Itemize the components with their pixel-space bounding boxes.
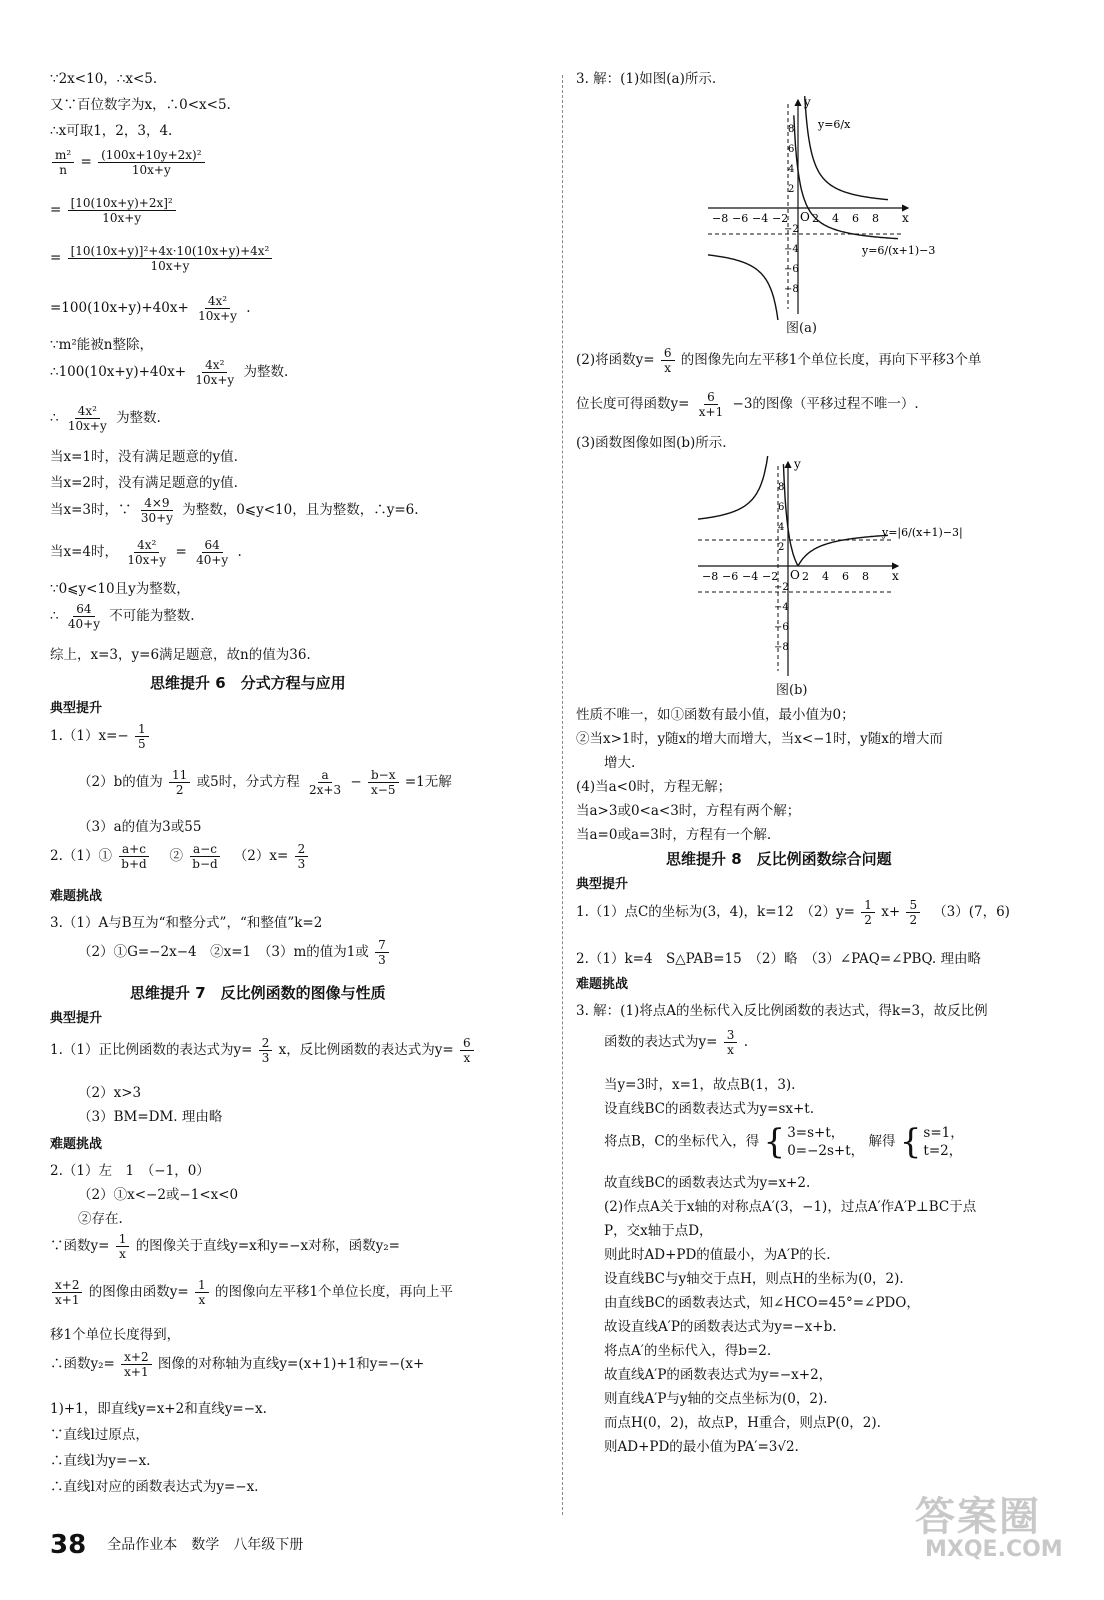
answer-line: 2.（1）① $\frac{a+c}{b+d}$ ② $\frac{a-c}{b-d}$ （2）x= $\frac{2}{3}$	[50, 842, 310, 871]
fraction: $\frac{5}{2}$	[906, 898, 920, 927]
fraction: $\frac{\text{4x²}}{10x+y}$	[67, 404, 107, 433]
equation-line: $\frac{\text{m²}}{n}$ = $\frac{\text{(100x+10y+2x)²}}{10x+y}$	[50, 148, 207, 177]
curve-y-6-over-x	[805, 96, 888, 200]
answer-line: 3. 解：(1)如图(a)所示.	[576, 71, 717, 87]
answer-line: 则直线A′P与y轴的交点坐标为(0，2).	[604, 1391, 828, 1407]
fraction: $\frac{6}{x}$	[661, 346, 675, 375]
equation-system: s=1， t=2，	[923, 1125, 964, 1159]
answer-line: （2）①x<−2或−1<x<0	[78, 1187, 239, 1203]
x-tick-label: −2	[762, 570, 779, 583]
equation-line: 当x=4时， $\frac{\text{4x²}}{10x+y}$ = $\frac{64}{40+y}$ .	[50, 538, 242, 567]
fraction: $\frac{1}{5}$	[135, 722, 149, 751]
subsection-label: 难题挑战	[576, 977, 629, 992]
y-tick-label: −2	[784, 224, 799, 235]
text-line: ∵2x<10，∴x<5.	[50, 71, 158, 87]
subsection-label: 典型提升	[50, 701, 103, 716]
graph-label-origin: O	[800, 210, 810, 224]
answer-line: 函数的表达式为y= $\frac{3}{x}$ .	[604, 1028, 748, 1057]
section-heading: 思维提升 7 反比例函数的图像与性质	[130, 984, 386, 1002]
x-tick-label: 2	[812, 212, 819, 225]
y-tick-label: 6	[788, 144, 795, 155]
subsection-label: 难题挑战	[50, 889, 103, 904]
answer-line: 由直线BC的函数表达式，知∠HCO=45°=∠PDO，	[604, 1295, 920, 1311]
answer-line: ∵函数y= $\frac{1}{x}$ 的图像关于直线y=x和y=−x对称，函数y₂=	[50, 1232, 400, 1261]
column-divider	[562, 75, 563, 1515]
y-tick-label: 4	[778, 522, 785, 533]
section-heading: 思维提升 6 分式方程与应用	[150, 674, 346, 692]
y-tick-label: −4	[774, 602, 789, 613]
x-tick-label: 6	[852, 212, 859, 225]
x-tick-label: 6	[842, 570, 849, 583]
answer-line: 当y=3时，x=1，故点B(1，3).	[604, 1077, 796, 1093]
answer-line: ∴函数y₂= $\frac{x+2}{x+1}$ 图像的对称轴为直线y=(x+1)+1和y=−(x+	[50, 1350, 425, 1379]
text-line: ∵0⩽y<10且y为整数，	[50, 581, 190, 597]
x-tick-label: −8	[712, 212, 729, 225]
y-tick-label: 8	[788, 124, 795, 135]
answer-line: 设直线BC的函数表达式为y=sx+t.	[604, 1101, 815, 1117]
text-line: ∴x可取1，2，3，4.	[50, 123, 173, 139]
fraction: $\frac{a-c}{b-d}$	[189, 842, 220, 871]
fraction: $\frac{\text{4x²}}{10x+y}$	[198, 294, 237, 323]
equation-system: 3=s+t， 0=−2s+t，	[787, 1125, 865, 1159]
function-graph-b	[694, 456, 964, 682]
answer-line: P，交x轴于点D，	[604, 1223, 713, 1239]
answer-line: 1.（1）正比例函数的表达式为y= $\frac{2}{3}$ x，反比例函数的表达式为y= $\frac{6}{x}$	[50, 1036, 476, 1065]
graph-b-label: y=|6/(x+1)−3|	[882, 526, 963, 539]
x-tick-label: 8	[862, 570, 869, 583]
subsection-label: 典型提升	[576, 877, 629, 892]
answer-line: 1.（1）x=− $\frac{1}{5}$	[50, 722, 151, 751]
x-tick-label: −6	[722, 570, 739, 583]
fraction: $\frac{6}{x+1}$	[698, 390, 724, 419]
graph-label-y: y	[794, 457, 801, 471]
fraction: $\frac{\text{[10(10x+y)+2x]²}}{10x+y}$	[68, 196, 176, 225]
answer-line: 将点B，C的坐标代入，得 { 3=s+t， 0=−2s+t， 解得 { s=1， t=2，	[604, 1122, 964, 1162]
answer-line: （3）BM=DM. 理由略	[78, 1109, 223, 1125]
graph-label-x: x	[902, 211, 909, 225]
figure-caption: 图(b)	[776, 683, 808, 698]
fraction: $\frac{3}{x}$	[724, 1028, 738, 1057]
text-line: 当x=2时，没有满足题意的y值.	[50, 475, 238, 491]
y-tick-label: −8	[774, 642, 789, 653]
x-tick-label: 4	[832, 212, 839, 225]
answer-line: 1)+1，即直线y=x+2和直线y=−x.	[50, 1401, 267, 1417]
answer-line: 1.（1）点C的坐标为(3，4)，k=12 （2）y= $\frac{1}{2}$ x+ $\frac{5}{2}$ （3）(7，6)	[576, 898, 1010, 927]
equation-line: ∴100(10x+y)+40x+ $\frac{\text{4x²}}{10x+y}$ 为整数.	[50, 358, 289, 387]
curve-abs-left	[698, 456, 768, 519]
page-number: 38	[50, 1530, 87, 1560]
x-tick-label: −4	[752, 212, 769, 225]
fraction: $\frac{2}{3}$	[295, 842, 309, 871]
y-tick-label: −6	[784, 264, 799, 275]
graph-label-y: y	[804, 95, 811, 109]
answer-line: （3）a的值为3或55	[78, 819, 202, 835]
watermark-logo: 答案圈 MXQE.COM	[915, 1494, 1063, 1562]
y-tick-label: 4	[788, 164, 795, 175]
equation-line: =100(10x+y)+40x+ $\frac{\text{4x²}}{10x+y}$ .	[50, 294, 251, 323]
answer-line: ∴直线l为y=−x.	[50, 1453, 151, 1469]
answer-line: ②当x>1时，y随x的增大而增大，当x<−1时，y随x的增大而	[576, 731, 943, 747]
section-heading: 思维提升 8 反比例函数综合问题	[666, 850, 892, 868]
function-graph-a	[704, 94, 944, 320]
fraction: $\frac{7}{3}$	[375, 938, 389, 967]
answer-line: 故直线BC的函数表达式为y=x+2.	[604, 1175, 811, 1191]
text-line: 又∵百位数字为x，∴0<x<5.	[50, 97, 231, 113]
equation-line: ∴ $\frac{\text{4x²}}{10x+y}$ 为整数.	[50, 404, 161, 433]
text-line: 当x=1时，没有满足题意的y值.	[50, 449, 238, 465]
fraction: $\frac{2}{3}$	[259, 1036, 273, 1065]
graph-a-label2: y=6/(x+1)−3	[862, 244, 936, 257]
answer-line: 故直线A′P的函数表达式为y=−x+2，	[604, 1367, 833, 1383]
fraction: $\frac{1}{x}$	[195, 1278, 209, 1307]
x-tick-label: −2	[772, 212, 789, 225]
y-tick-label: −4	[784, 244, 799, 255]
fraction: $\frac{x+2}{x+1}$	[52, 1278, 82, 1307]
answer-line: 增大.	[604, 755, 636, 771]
answer-line: （2）x>3	[78, 1085, 142, 1101]
x-tick-label: 2	[802, 570, 809, 583]
y-tick-label: 8	[778, 482, 785, 493]
y-tick-label: −8	[784, 284, 799, 295]
fraction: $\frac{1}{x}$	[116, 1232, 130, 1261]
graph-label-x: x	[892, 569, 899, 583]
fraction: $\frac{b-x}{x-5}$	[368, 768, 399, 797]
answer-line: 位长度可得函数y= $\frac{6}{x+1}$ −3的图像（平移过程不唯一）.	[576, 390, 919, 419]
left-brace: {	[899, 1122, 922, 1162]
graph-a-label1: y=6/x	[818, 118, 851, 131]
x-tick-label: −4	[742, 570, 759, 583]
fraction: $\frac{64}{40+y}$	[67, 602, 100, 631]
answer-line: 设直线BC与y轴交于点H，则点H的坐标为(0，2).	[604, 1271, 904, 1287]
answer-line: ∵直线l过原点，	[50, 1427, 149, 1443]
answer-line: $\frac{x+2}{x+1}$ 的图像由函数y= $\frac{1}{x}$ 的图像向左平移1个单位长度，再向上平	[50, 1278, 453, 1307]
x-tick-label: −8	[702, 570, 719, 583]
y-tick-label: −6	[774, 622, 789, 633]
answer-line: 当a>3或0<a<3时，方程有两个解；	[576, 803, 801, 819]
equation-line: ∴ $\frac{64}{40+y}$ 不可能为整数.	[50, 602, 195, 631]
fraction: $\frac{a}{2x+3}$	[309, 768, 342, 797]
fraction: $\frac{\text{4x²}}{10x+y}$	[127, 538, 167, 567]
answer-line: 3.（1）A与B互为“和整分式”，“和整值”k=2	[50, 915, 323, 931]
answer-line: （2）b的值为 $\frac{11}{2}$ 或5时，分式方程 $\frac{a}{2x+3}$ − $\frac{b-x}{x-5}$ =1无解	[78, 768, 452, 797]
fraction: $\frac{6}{x}$	[460, 1036, 474, 1065]
fraction: $\frac{1}{2}$	[861, 898, 875, 927]
answer-line: （2）①G=−2x−4 ②x=1 （3）m的值为1或 $\frac{7}{3}$	[50, 938, 391, 967]
fraction: $\frac{\text{[10(10x+y)]²+4x·10(10x+y)+4x²}}{10x+y}$	[68, 244, 273, 273]
answer-line: (4)当a<0时，方程无解；	[576, 779, 732, 795]
fraction: $\frac{4\times 9}{30+y}$	[140, 496, 173, 525]
fraction: $\frac{11}{2}$	[169, 768, 190, 797]
answer-line: 而点H(0，2)，故点P，H重合，则点P(0，2).	[604, 1415, 881, 1431]
x-tick-label: 4	[822, 570, 829, 583]
book-title: 全品作业本 数学 八年级下册	[107, 1537, 304, 1553]
y-tick-label: 2	[778, 542, 785, 553]
answer-line: 2.（1）左 1 （−1，0）	[50, 1163, 210, 1179]
answer-line: 当a=0或a=3时，方程有一个解.	[576, 827, 772, 843]
fraction: $\frac{x+2}{x+1}$	[121, 1350, 151, 1379]
subsection-label: 难题挑战	[50, 1137, 103, 1152]
y-tick-label: 2	[788, 184, 795, 195]
left-brace: {	[763, 1122, 786, 1162]
answer-line: 3. 解：(1)将点A的坐标代入反比例函数的表达式，得k=3，故反比例	[576, 1003, 988, 1019]
answer-line: 将点A′的坐标代入，得b=2.	[604, 1343, 772, 1359]
answer-line: (2)作点A关于x轴的对称点A′(3，−1)，过点A′作A′P⊥BC于点	[604, 1199, 977, 1215]
equation-line: = $\frac{\text{[10(10x+y)]²+4x·10(10x+y)+4x²}}{10x+y}$	[50, 244, 274, 273]
fraction: $\frac{\text{(100x+10y+2x)²}}{10x+y}$	[98, 148, 204, 177]
answer-line: 2.（1）k=4 S△PAB=15 （2）略 （3）∠PAQ=∠PBQ. 理由略	[576, 951, 981, 967]
answer-line: (2)将函数y= $\frac{6}{x}$ 的图像先向左平移1个单位长度，再向下平移3个单	[576, 346, 982, 375]
graph-label-origin: O	[790, 568, 800, 582]
fraction: $\frac{64}{40+y}$	[196, 538, 229, 567]
y-tick-label: 6	[778, 502, 785, 513]
text-line: ∵m²能被n整除，	[50, 337, 153, 353]
answer-line: ②存在.	[78, 1211, 123, 1227]
page-footer	[50, 1530, 303, 1560]
subsection-label: 典型提升	[50, 1011, 103, 1026]
answer-line: 故设直线A′P的函数表达式为y=−x+b.	[604, 1319, 837, 1335]
answer-line: 移1个单位长度得到，	[50, 1327, 181, 1343]
x-tick-label: 8	[872, 212, 879, 225]
y-tick-label: −2	[774, 582, 789, 593]
text-line: 综上，x=3，y=6满足题意，故n的值为36.	[50, 647, 311, 663]
answer-line: ∴直线l对应的函数表达式为y=−x.	[50, 1479, 259, 1495]
curve-abs-right	[783, 464, 888, 565]
answer-line: 则AD+PD的最小值为PA′=3√2.	[604, 1439, 799, 1455]
figure-caption: 图(a)	[786, 321, 817, 336]
equation-line: 当x=3时，∵ $\frac{4\times 9}{30+y}$ 为整数，0⩽y<10，且为整数，∴y=6.	[50, 496, 419, 525]
x-tick-label: −6	[732, 212, 749, 225]
answer-line: (3)函数图像如图(b)所示.	[576, 435, 727, 451]
answer-line: 性质不唯一，如①函数有最小值，最小值为0；	[576, 707, 855, 723]
answer-line: 则此时AD+PD的值最小，为A′P的长.	[604, 1247, 831, 1263]
equation-line: = $\frac{\text{[10(10x+y)+2x]²}}{10x+y}$	[50, 196, 178, 225]
fraction: $\frac{\text{m²}}{n}$	[52, 148, 74, 177]
fraction: $\frac{a+c}{b+d}$	[118, 842, 149, 871]
fraction: $\frac{\text{4x²}}{10x+y}$	[195, 358, 235, 387]
